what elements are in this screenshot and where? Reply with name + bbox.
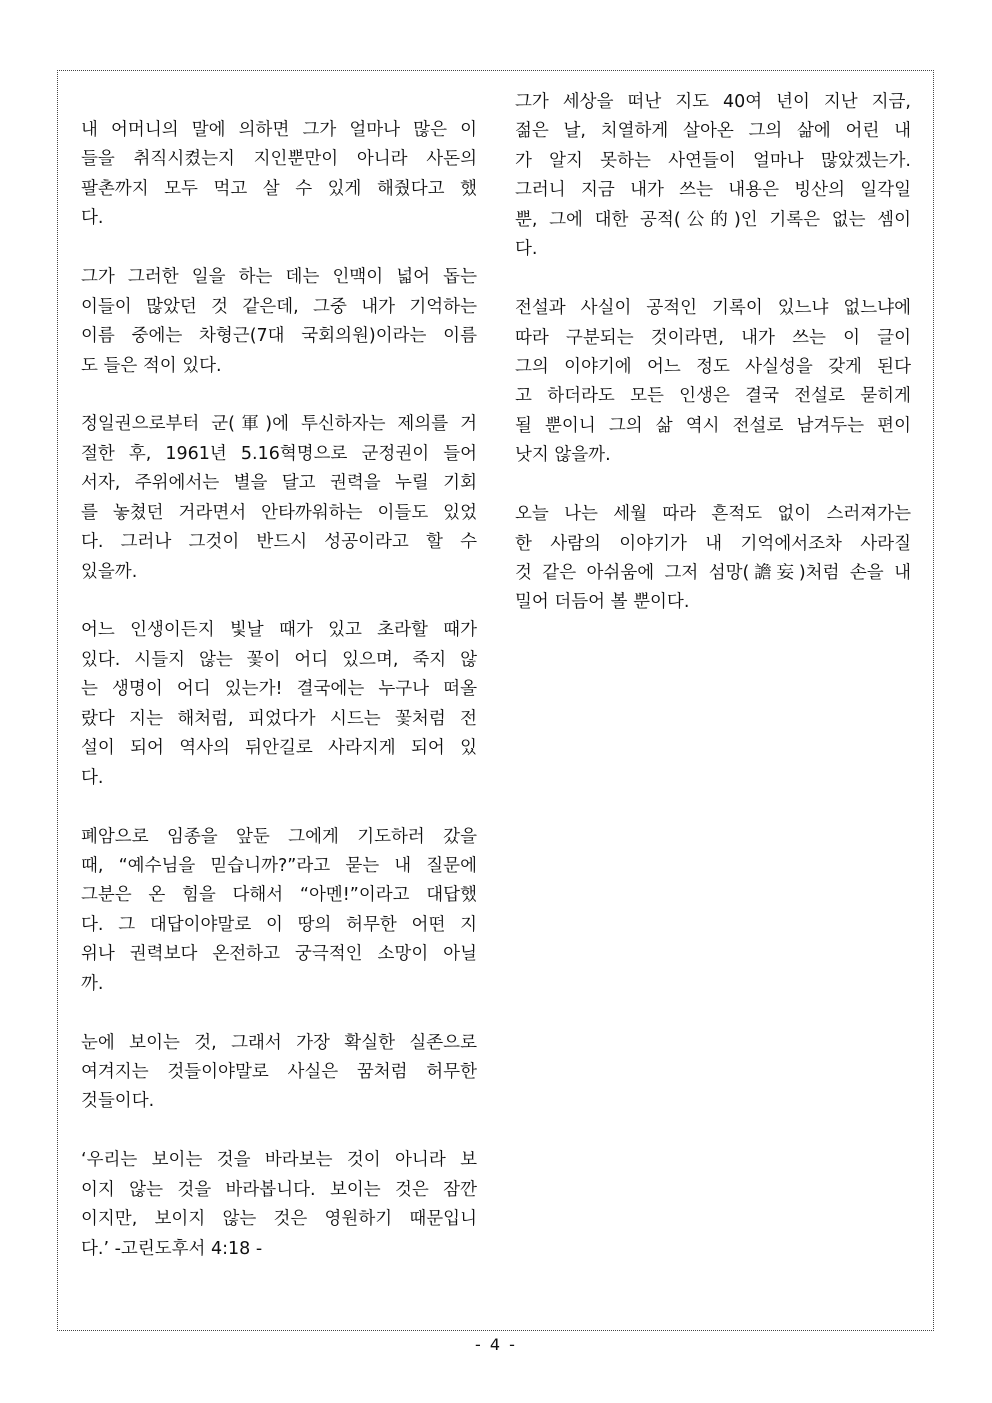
paragraph <box>81 263 477 381</box>
text-line: 그의 이야기에 어느 정도 사실성을 갖게 된다 <box>515 356 911 377</box>
text-line: 다. 그러나 그것이 반드시 성공이라고 할 수 <box>81 532 477 553</box>
text-line: 젊은 날, 치열하게 살아온 그의 삶에 어린 내 <box>515 121 911 142</box>
text-line: 그분은 온 힘을 다해서 “아멘!”이라고 대답했 <box>81 885 477 906</box>
text-line: 될 뿐이니 그의 삶 역시 전설로 남겨두는 편이 <box>515 415 911 436</box>
text-line: 뿐, 그에 대한 공적(公的)인 기록은 없는 셈이 <box>515 209 911 230</box>
text-line: 전설과 사실이 공적인 기록이 있느냐 없느냐에 <box>515 298 911 319</box>
page-number: - 4 - <box>475 1335 517 1354</box>
paragraph <box>81 1029 477 1117</box>
text-line: 때, “예수님을 믿습니까?”라고 묻는 내 질문에 <box>81 855 477 876</box>
text-line: 것들이다. <box>81 1091 155 1112</box>
text-line: 어느 인생이든지 빛날 때가 있고 초라할 때가 <box>81 620 477 641</box>
right-column <box>515 88 911 647</box>
text-line: 위나 권력보다 온전하고 궁극적인 소망이 아닐 <box>81 944 477 965</box>
text-line: 밀어 더듬어 볼 뿐이다. <box>515 592 690 613</box>
paragraph <box>81 410 477 587</box>
text-line: 다. <box>81 767 104 788</box>
text-line: 그러니 지금 내가 쓰는 내용은 빙산의 일각일 <box>515 180 911 201</box>
text-line: 다.’ -고린도후서 4:18 - <box>81 1238 263 1259</box>
text-line: 것 같은 아쉬움에 그저 섬망(譫妄)처럼 손을 내 <box>515 563 911 583</box>
text-line: 내 어머니의 말에 의하면 그가 얼마나 많은 이 <box>81 120 477 140</box>
text-line: 이들이 많았던 것 같은데, 그중 내가 기억하는 <box>81 296 477 317</box>
text-line: 절한 후, 1961년 5.16혁명으로 군정권이 들어 <box>81 443 477 464</box>
text-line: 있을까. <box>81 561 138 582</box>
text-line: 이지 않는 것을 바라봅니다. 보이는 것은 잠깐 <box>81 1179 477 1200</box>
text-line: 폐암으로 임종을 앞둔 그에게 기도하러 갔을 <box>81 826 477 847</box>
paragraph <box>81 616 477 793</box>
paragraph <box>515 294 911 471</box>
text-line: 까. <box>81 973 104 994</box>
text-line: 오늘 나는 세월 따라 흔적도 없이 스러져가는 <box>515 504 911 525</box>
text-line: 설이 되어 역사의 뒤안길로 사라지게 되어 있 <box>81 738 477 759</box>
paragraph <box>81 823 477 1000</box>
text-line: 정일권으로부터 군(軍)에 투신하자는 제의를 거 <box>81 414 477 435</box>
text-line: 도 들은 적이 있다. <box>81 355 222 376</box>
text-line: 있다. 시들지 않는 꽃이 어디 있으며, 죽지 않 <box>81 649 477 670</box>
paragraph <box>515 500 911 618</box>
text-line: 가 알지 못하는 사연들이 얼마나 많았겠는가. <box>515 150 911 171</box>
text-line: 고 하더라도 모든 인생은 결국 전설로 묻히게 <box>515 386 911 407</box>
text-line: 팔촌까지 모두 먹고 살 수 있게 해줬다고 했 <box>81 178 477 199</box>
text-line: ‘우리는 보이는 것을 바라보는 것이 아니라 보 <box>81 1150 477 1171</box>
text-line: 낫지 않을까. <box>515 445 611 466</box>
text-line: 서자, 주위에서는 별을 달고 권력을 누릴 기회 <box>81 473 477 494</box>
paragraph <box>515 88 911 265</box>
text-line: 여겨지는 것들이야말로 사실은 꿈처럼 허무한 <box>81 1062 477 1082</box>
text-line: 한 사람의 이야기가 내 기억에서조차 사라질 <box>515 533 911 554</box>
text-line: 그가 그러한 일을 하는 데는 인맥이 넓어 돕는 <box>81 267 477 288</box>
paragraph <box>81 1146 477 1264</box>
left-column <box>81 116 477 1294</box>
text-line: 눈에 보이는 것, 그래서 가장 확실한 실존으로 <box>81 1032 477 1053</box>
text-line: 는 생명이 어디 있는가! 결국에는 누구나 떠올 <box>81 679 477 700</box>
text-line: 따라 구분되는 것이라면, 내가 쓰는 이 글이 <box>515 327 911 348</box>
text-line: 그가 세상을 떠난 지도 40여 년이 지난 지금, <box>515 92 911 112</box>
text-line: 들을 취직시켰는지 지인뿐만이 아니라 사돈의 <box>81 149 477 170</box>
text-line: 다. <box>515 239 538 260</box>
text-line: 다. <box>81 208 104 229</box>
text-line: 이름 중에는 차형근(7대 국회의원)이라는 이름 <box>81 326 477 347</box>
text-line: 를 놓쳤던 거라면서 안타까워하는 이들도 있었 <box>81 502 477 523</box>
text-line: 랐다 지는 해처럼, 피었다가 시드는 꽃처럼 전 <box>81 708 477 729</box>
paragraph <box>81 116 477 234</box>
text-line: 다. 그 대답이야말로 이 땅의 허무한 어떤 지 <box>81 914 477 935</box>
text-line: 이지만, 보이지 않는 것은 영원하기 때문입니 <box>81 1209 477 1230</box>
